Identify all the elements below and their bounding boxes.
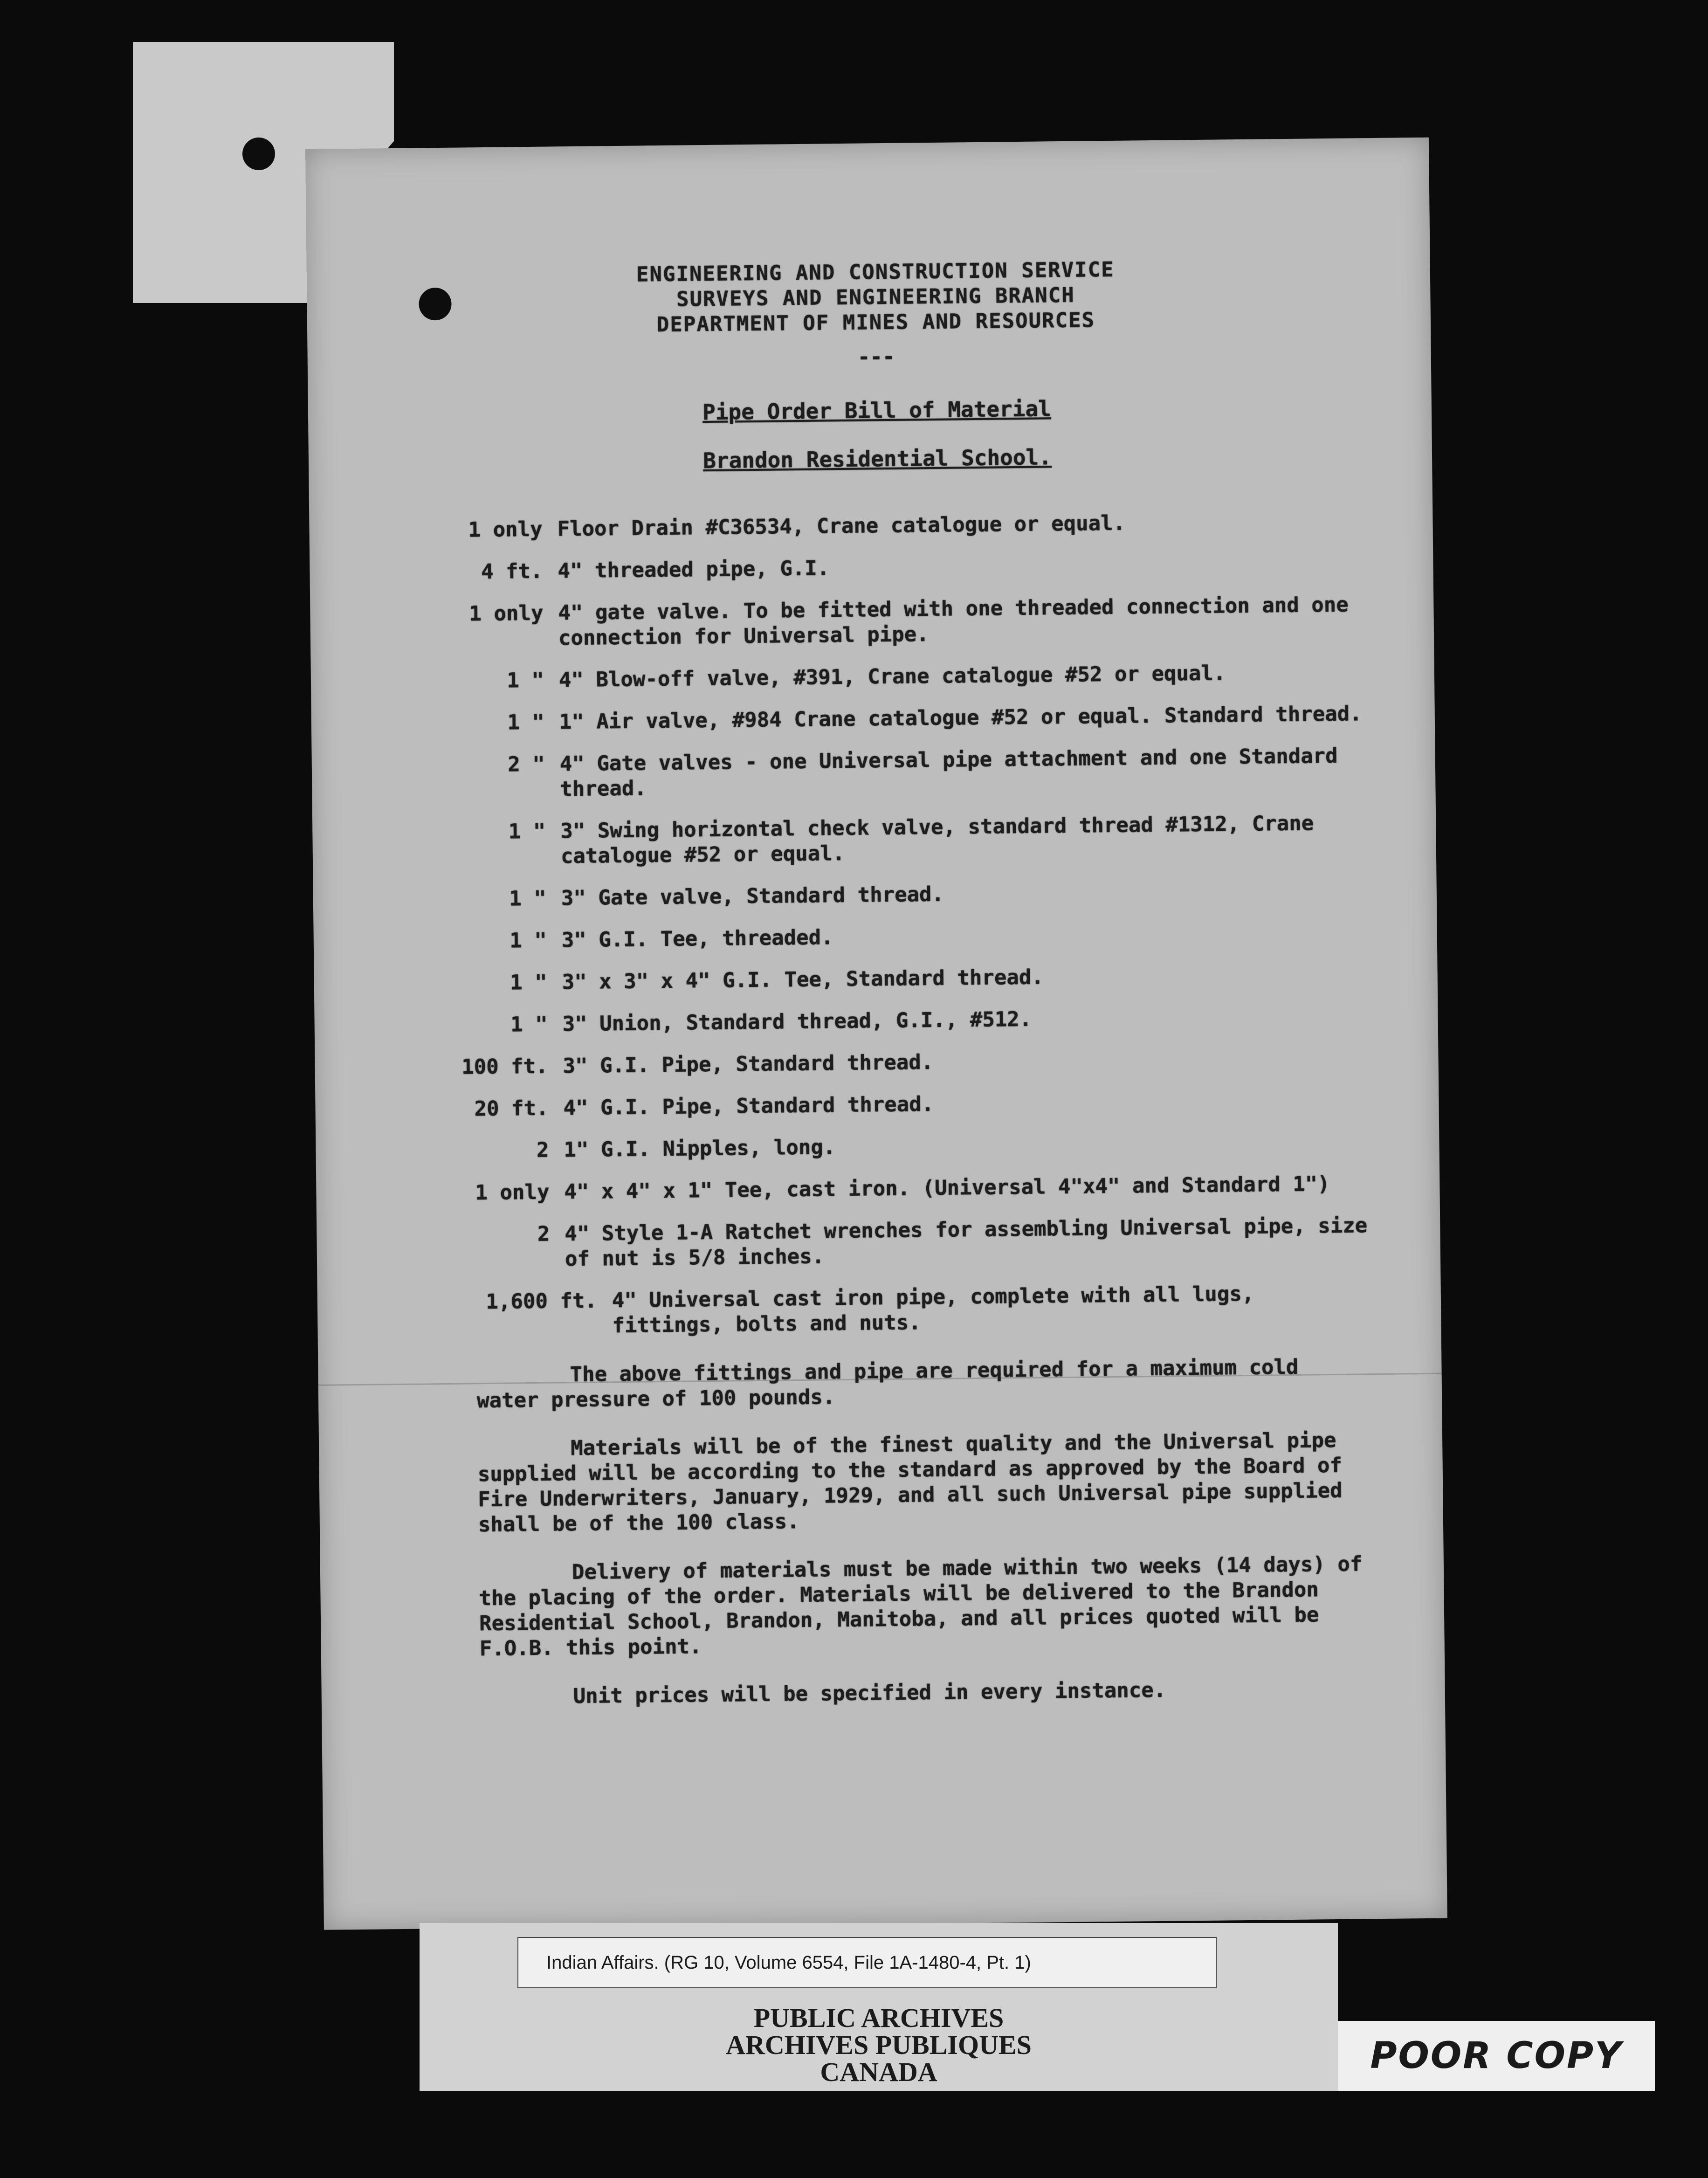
item-quantity: 1 " xyxy=(510,970,548,995)
item-description: 4" threaded pipe, G.I. xyxy=(558,556,830,583)
item-quantity: 20 ft. xyxy=(474,1096,549,1121)
paragraph: Delivery of materials must be made within two weeks (14 days) of the placing of the order. Materials will be delivered to the Brandon Residential School, Brandon, Manitoba, and all prices quoted will be F.O.B. this point. xyxy=(479,1552,1363,1661)
item-quantity: 1 only xyxy=(468,517,543,542)
document-subtitle: Brandon Residential School. xyxy=(702,444,1052,474)
item-description: 3" x 3" x 4" G.I. Tee, Standard thread. xyxy=(562,965,1044,994)
list-item xyxy=(415,810,1366,870)
list-item xyxy=(416,919,1367,954)
letterhead-line: SURVEYS AND ENGINEERING BRANCH xyxy=(676,283,1075,311)
item-quantity: 2 " xyxy=(508,752,545,777)
item-description: 1" G.I. Nipples, long. xyxy=(564,1135,836,1162)
punch-hole xyxy=(242,138,275,170)
letterhead-line: ENGINEERING AND CONSTRUCTION SERVICE xyxy=(636,257,1115,287)
item-description: 4" G.I. Pipe, Standard thread. xyxy=(563,1092,934,1120)
item-description: 3" Union, Standard thread, G.I., #512. xyxy=(562,1007,1032,1036)
list-item xyxy=(414,701,1365,736)
poor-copy-text: POOR COPY xyxy=(1370,2035,1623,2077)
list-item xyxy=(417,1003,1368,1038)
terms xyxy=(420,1354,1375,1710)
material-list xyxy=(412,508,1371,1340)
document-title: Pipe Order Bill of Material xyxy=(702,396,1052,425)
item-description: 4" Gate valves - one Universal pipe attachment and one Standard thread. xyxy=(559,744,1338,801)
item-quantity: 1 only xyxy=(469,601,544,626)
item-quantity: 4 ft. xyxy=(481,559,543,584)
item-description: 4" Style 1-A Ratchet wrenches for assembling Universal pipe, size of nut is 5/8 inches. xyxy=(565,1213,1368,1271)
item-quantity: 2 xyxy=(537,1222,550,1246)
item-description: 3" G.I. Pipe, Standard thread. xyxy=(563,1050,934,1078)
item-description: 4" Blow-off valve, #391, Crane catalogue #52 or equal. xyxy=(558,661,1226,692)
document-body xyxy=(409,255,1375,1710)
document-page xyxy=(305,138,1447,1930)
letterhead xyxy=(391,255,1361,340)
list-item xyxy=(419,1213,1371,1273)
item-description: 1" Air valve, #984 Crane catalogue #52 or equal. Standard thread. xyxy=(559,702,1362,734)
poor-copy-label xyxy=(1338,2021,1655,2091)
item-quantity: 1,600 ft. xyxy=(486,1289,598,1314)
list-item xyxy=(420,1280,1371,1340)
list-item xyxy=(413,659,1364,694)
item-quantity: 1 " xyxy=(508,819,546,844)
list-item xyxy=(416,961,1367,996)
archives-line: PUBLIC ARCHIVES xyxy=(753,2003,1004,2033)
item-description: 3" Swing horizontal check valve, standard thread #1312, Crane catalogue #52 or equal. xyxy=(560,811,1314,868)
separator: --- xyxy=(857,345,895,369)
item-quantity: 1 " xyxy=(510,928,547,953)
list-item xyxy=(412,508,1363,543)
item-quantity: 1 " xyxy=(510,1012,548,1037)
paragraph: Unit prices will be specified in every instance. xyxy=(573,1678,1166,1709)
item-quantity: 1 " xyxy=(507,710,545,735)
archives-line: CANADA xyxy=(820,2057,937,2087)
item-quantity: 1 " xyxy=(509,886,547,911)
item-quantity: 100 ft. xyxy=(461,1054,548,1079)
item-description: 4" x 4" x 1" Tee, cast iron. (Universal 4"x4" and Standard 1") xyxy=(564,1172,1330,1204)
list-item xyxy=(412,550,1363,585)
item-quantity: 1 " xyxy=(507,668,544,693)
item-description: 4" gate valve. To be fitted with one threaded connection and one connection for Universal pipe. xyxy=(558,593,1349,650)
item-description: 3" Gate valve, Standard thread. xyxy=(561,882,944,910)
list-item xyxy=(416,877,1367,912)
reference-text: Indian Affairs. (RG 10, Volume 6554, File 1A-1480-4, Pt. 1) xyxy=(546,1952,1031,1973)
item-description: Floor Drain #C36534, Crane catalogue or equal. xyxy=(557,511,1126,541)
list-item xyxy=(418,1129,1369,1164)
letterhead-line: DEPARTMENT OF MINES AND RESOURCES xyxy=(656,308,1095,337)
archives-stamp xyxy=(420,2005,1338,2086)
list-item xyxy=(414,743,1366,803)
list-item xyxy=(419,1171,1370,1206)
item-description: 3" G.I. Tee, threaded. xyxy=(561,925,833,952)
item-quantity: 1 only xyxy=(475,1180,550,1205)
paragraph: Materials will be of the finest quality and the Universal pipe supplied will be according to the standard as approved by the Board of Fire Underwriters, January, 1929, and all such Universal pipe supplied shall be of the 100 class. xyxy=(477,1428,1343,1537)
list-item xyxy=(413,592,1364,652)
item-description: 4" Universal cast iron pipe, complete with all lugs, fittings, bolts and nuts. xyxy=(612,1282,1254,1338)
list-item xyxy=(417,1045,1368,1080)
reference-label xyxy=(517,1937,1217,1988)
paragraph: The above fittings and pipe are required for a maximum cold water pressure of 100 pounds. xyxy=(476,1355,1299,1413)
archives-line: ARCHIVES PUBLIQUES xyxy=(726,2030,1032,2060)
list-item xyxy=(418,1087,1369,1122)
item-quantity: 2 xyxy=(536,1138,549,1162)
